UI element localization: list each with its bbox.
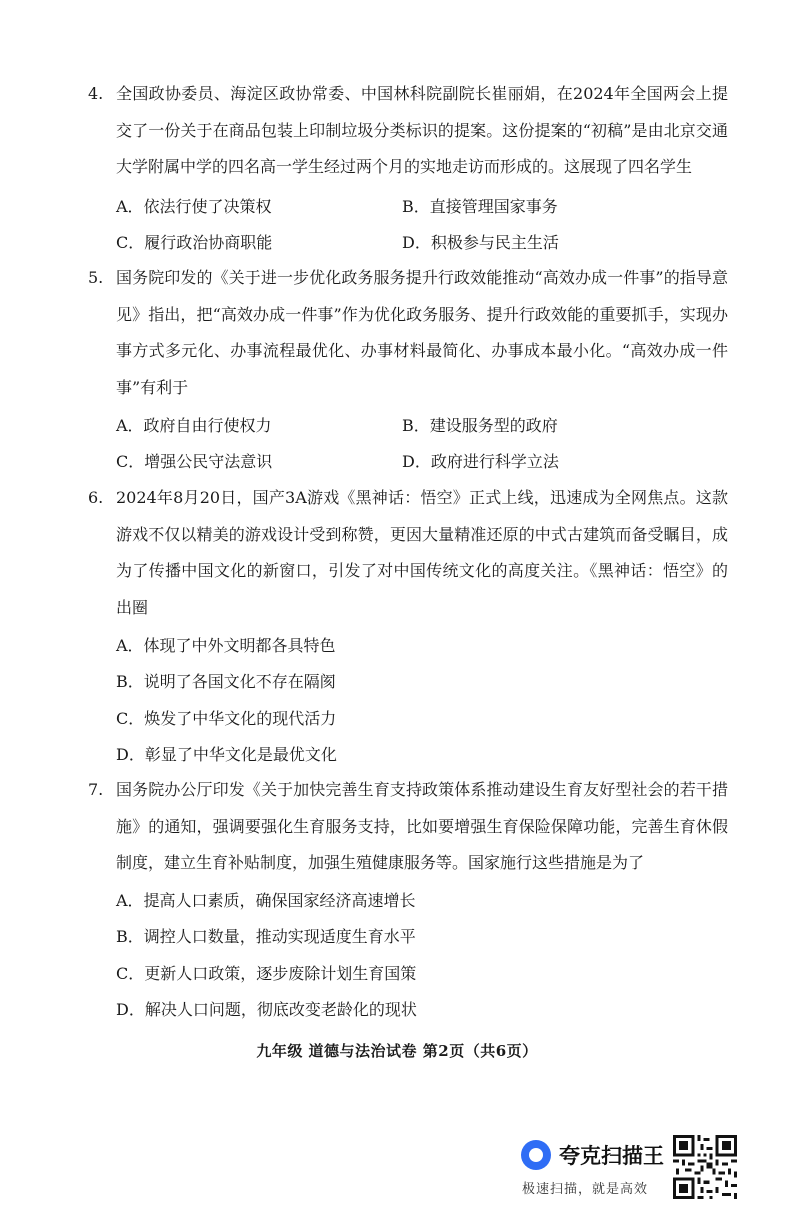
option-a: A．体现了中外文明都各具特色	[116, 636, 336, 655]
option-d: D．解决人口问题，彻底改变老龄化的现状	[116, 1000, 417, 1019]
option-d: D．彰显了中华文化是最优文化	[116, 745, 337, 764]
question-6	[88, 480, 728, 626]
question-5	[88, 260, 728, 406]
question-number: 5.	[88, 268, 104, 287]
option-b: B．调控人口数量，推动实现适度生育水平	[116, 927, 416, 946]
option-d: D．政府进行科学立法	[402, 452, 559, 471]
option-a: A．政府自由行使权力	[116, 416, 272, 435]
option-b: B．说明了各国文化不存在隔阂	[116, 672, 336, 691]
option-c: C．焕发了中华文化的现代活力	[116, 709, 337, 728]
scanner-watermark	[519, 1138, 669, 1198]
brand-slogan: 极速扫描，就是高效	[522, 1182, 649, 1197]
question-stem: 国务院印发的《关于进一步优化政务服务提升行政效能推动“高效办成一件事”的指导意见》指出，把“高效办成一件事”作为优化政务服务、提升行政效能的重要抓手，实现办事方式多元化、办事流程最优化、办事材料最简化、办事成本最小化。“高效办成一件事”有利于	[116, 268, 728, 397]
question-number: 6.	[88, 488, 104, 507]
option-b: B．直接管理国家事务	[402, 197, 558, 216]
question-stem: 全国政协委员、海淀区政协常委、中国林科院副院长崔丽娟，在2024年全国两会上提交了一份关于在商品包装上印制垃圾分类标识的提案。这份提案的“初稿”是由北京交通大学附属中学的四名高一学生经过两个月的实地走访而形成的。这展现了四名学生	[116, 84, 728, 176]
option-c: C．增强公民守法意识	[116, 452, 273, 471]
option-a: A．提高人口素质，确保国家经济高速增长	[116, 891, 416, 910]
question-number: 4.	[88, 84, 104, 103]
option-c: C．更新人口政策，逐步废除计划生育国策	[116, 964, 417, 983]
qr-code-icon	[673, 1135, 737, 1199]
question-number: 7.	[88, 780, 104, 799]
question-4	[88, 76, 728, 186]
question-7	[88, 772, 728, 882]
page-footer: 九年级 道德与法治试卷 第2页（共6页）	[256, 1042, 538, 1060]
option-d: D．积极参与民主生活	[402, 233, 559, 252]
question-stem: 2024年8月20日，国产3A游戏《黑神话：悟空》正式上线，迅速成为全网焦点。这款游戏不仅以精美的游戏设计受到称赞，更因大量精准还原的中式古建筑而备受瞩目，成为了传播中国文化的新窗口，引发了对中国传统文化的高度关注。《黑神话：悟空》的出圈	[116, 488, 728, 617]
question-stem: 国务院办公厅印发《关于加快完善生育支持政策体系推动建设生育友好型社会的若干措施》的通知，强调要强化生育服务支持，比如要增强生育保险保障功能，完善生育休假制度，建立生育补贴制度，加强生殖健康服务等。国家施行这些措施是为了	[116, 780, 728, 872]
brand-name: 夸克扫描王	[559, 1144, 664, 1168]
option-b: B．建设服务型的政府	[402, 416, 558, 435]
option-c: C．履行政治协商职能	[116, 233, 273, 252]
quark-logo-icon	[521, 1140, 551, 1170]
option-a: A．依法行使了决策权	[116, 197, 272, 216]
